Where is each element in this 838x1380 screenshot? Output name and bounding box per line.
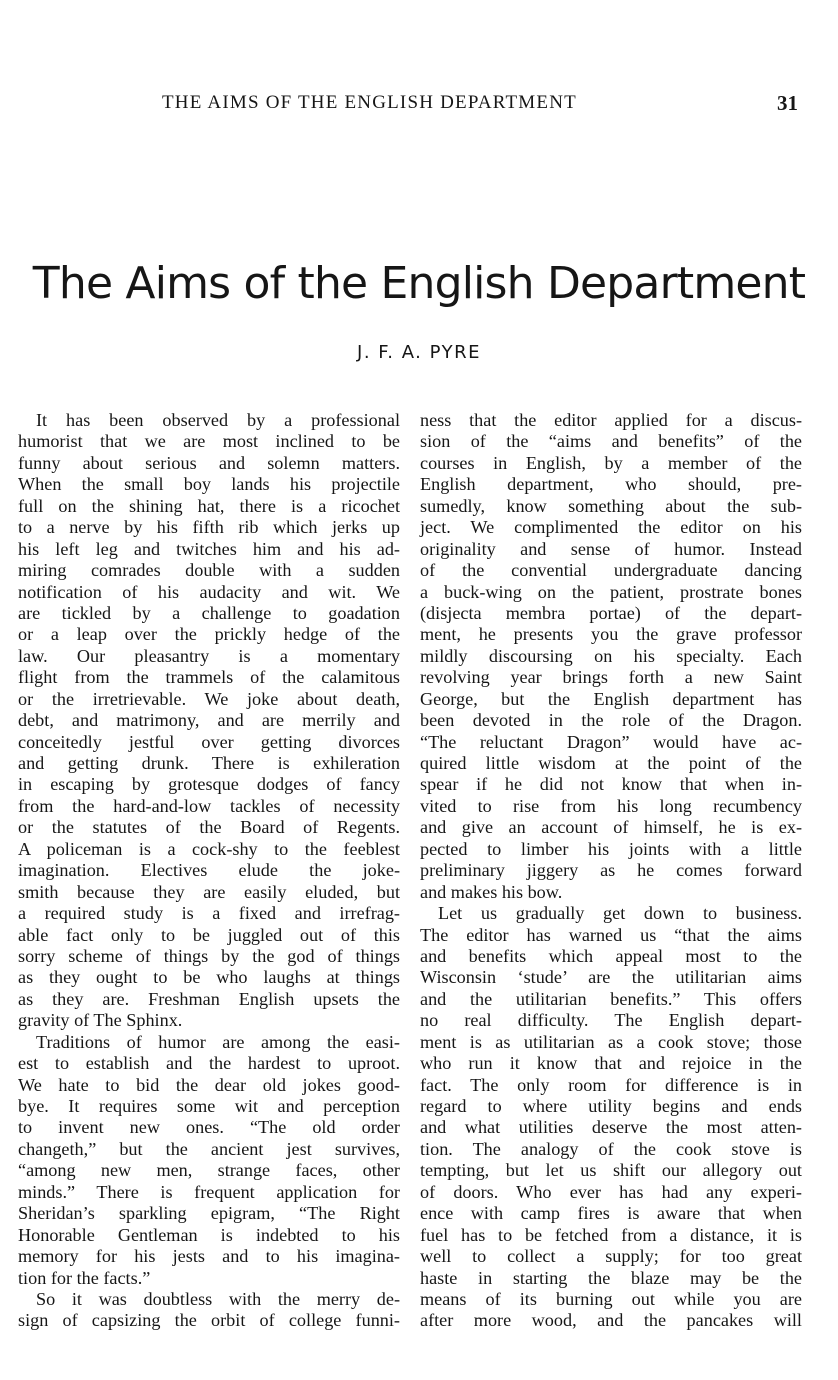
text-line: his left leg and twitches him and his ad- [18, 538, 400, 559]
text-line: from the hard-and-low tackles of necessity [18, 795, 400, 816]
right-text-column [420, 410, 802, 1332]
text-line: George, but the English department has [420, 688, 802, 709]
text-line: or the statutes of the Board of Regents. [18, 817, 400, 838]
page-number: 31 [777, 91, 798, 115]
left-text-column [18, 410, 400, 1332]
text-line: gravity of The Sphinx. [18, 1010, 183, 1031]
text-line: quired little wisdom at the point of the [420, 753, 802, 773]
text-line: ence with camp fires is aware that when [420, 1203, 802, 1224]
text-line: and what utilities deserve the most atten- [420, 1117, 802, 1138]
text-line: originality and sense of humor. Instead [420, 538, 802, 559]
text-line: a required study is a fixed and irrefrag- [18, 903, 400, 924]
text-line: and the utilitarian benefits.” This offers [420, 988, 802, 1009]
text-line: “The reluctant Dragon” would have ac- [420, 731, 802, 752]
text-line: revolving year brings forth a new Saint [420, 667, 802, 688]
text-line: conceitedly jestful over getting divorces [18, 731, 400, 752]
text-line: sion of the “aims and benefits” of the [420, 431, 802, 452]
text-line: sign of capsizing the orbit of college funni- [18, 1310, 400, 1331]
text-line: So it was doubtless with the merry de- [36, 1288, 400, 1309]
text-line: bye. It requires some wit and perception [18, 1096, 400, 1116]
text-line: smith because they are easily eluded, but [18, 881, 400, 902]
text-line: law. Our pleasantry is a momentary [18, 645, 400, 666]
text-line: ject. We complimented the editor on his [420, 517, 802, 538]
text-line: memory for his jests and to his imagina- [18, 1246, 400, 1267]
text-line: preliminary jiggery as he comes forward [420, 860, 802, 881]
text-line: or the irretrievable. We joke about death, [18, 688, 400, 709]
text-line: and getting drunk. There is exhileration [18, 753, 400, 773]
text-line: and makes his bow. [420, 881, 563, 902]
text-line: spear if he did not know that when in- [420, 774, 802, 795]
text-line: (disjecta membra portae) of the depart- [420, 602, 802, 623]
text-line: tempting, but let us shift our allegory out [420, 1160, 802, 1181]
text-line: sorry scheme of things by the god of things [18, 945, 400, 966]
text-line: means of its burning out while you are [420, 1288, 802, 1309]
text-line: changeth,” but the ancient jest survives, [18, 1138, 400, 1159]
text-line: of doors. Who ever has had any experi- [420, 1181, 802, 1202]
text-line: When the small boy lands his projectile [18, 474, 400, 495]
text-line: or a leap over the prickly hedge of the [18, 624, 400, 645]
text-line: Sheridan’s sparkling epigram, “The Right [18, 1203, 400, 1224]
text-line: after more wood, and the pancakes will [420, 1310, 802, 1331]
text-line: “among new men, strange faces, other [18, 1160, 400, 1181]
text-line: imagination. Electives elude the joke- [18, 860, 400, 881]
text-line: full on the shining hat, there is a ricochet [18, 495, 400, 516]
text-line: flight from the trammels of the calamitous [18, 667, 400, 688]
text-line: ment, he presents you the grave professor [420, 624, 802, 645]
text-line: pected to limber his joints with a little [420, 838, 802, 859]
text-line: of the convential undergraduate dancing [420, 560, 802, 581]
text-line: funny about serious and solemn matters. [18, 452, 400, 473]
text-line: est to establish and the hardest to uproot. [18, 1053, 400, 1074]
text-line: debt, and matrimony, and are merrily and [18, 710, 400, 731]
text-line: minds.” There is frequent application for [18, 1181, 400, 1202]
text-line: tion for the facts.” [18, 1267, 151, 1288]
text-line: well to collect a supply; for too great [420, 1246, 802, 1267]
text-line: sumedly, know something about the sub- [420, 495, 802, 516]
text-line: to invent new ones. “The old order [18, 1117, 400, 1138]
text-line: who run it know that and rejoice in the [420, 1053, 802, 1074]
text-line: A policeman is a cock-shy to the feeblest [18, 838, 400, 859]
text-line: as they ought to be who laughs at things [18, 967, 400, 988]
text-line: We hate to bid the dear old jokes good- [18, 1074, 400, 1095]
author-byline: J. F. A. PYRE [357, 342, 481, 363]
text-line: It has been observed by a professional [36, 410, 400, 430]
text-line: vited to rise from his long recumbency [420, 795, 802, 816]
text-line: as they are. Freshman English upsets the [18, 988, 400, 1009]
text-line: mildly discoursing on his specialty. Each [420, 645, 802, 666]
text-line: Let us gradually get down to business. [438, 903, 802, 924]
text-line: and give an account of himself, he is ex- [420, 817, 802, 838]
text-line: notification of his audacity and wit. We [18, 581, 400, 602]
running-title: THE AIMS OF THE ENGLISH DEPARTMENT [162, 92, 577, 113]
text-line: ness that the editor applied for a discus- [420, 410, 802, 430]
text-line: Traditions of humor are among the easi- [36, 1031, 400, 1052]
text-line: courses in English, by a member of the [420, 452, 802, 473]
text-line: regard to where utility begins and ends [420, 1096, 802, 1116]
text-line: ment is as utilitarian as a cook stove; those [420, 1031, 802, 1052]
text-line: tion. The analogy of the cook stove is [420, 1138, 802, 1159]
text-line: and benefits which appeal most to the [420, 945, 802, 966]
text-line: no real difficulty. The English depart- [420, 1010, 802, 1031]
text-line: Wisconsin ‘stude’ are the utilitarian aims [420, 967, 802, 988]
text-line: English department, who should, pre- [420, 474, 802, 495]
text-line: Honorable Gentleman is indebted to his [18, 1224, 400, 1245]
text-line: fuel has to be fetched from a distance, it is [420, 1224, 802, 1245]
text-line: are tickled by a challenge to goadation [18, 602, 400, 623]
text-line: fact. The only room for difference is in [420, 1074, 802, 1095]
text-line: to a nerve by his fifth rib which jerks up [18, 517, 400, 538]
text-line: miring comrades double with a sudden [18, 560, 400, 581]
text-line: been devoted in the role of the Dragon. [420, 710, 802, 731]
article-title: The Aims of the English Department [32, 258, 806, 309]
running-head [0, 92, 838, 122]
text-line: humorist that we are most inclined to be [18, 431, 400, 452]
text-line: The editor has warned us “that the aims [420, 924, 802, 945]
text-line: able fact only to be juggled out of this [18, 924, 400, 945]
text-line: in escaping by grotesque dodges of fancy [18, 774, 400, 795]
text-line: a buck-wing on the patient, prostrate bones [420, 581, 802, 602]
text-line: haste in starting the blaze may be the [420, 1267, 802, 1288]
